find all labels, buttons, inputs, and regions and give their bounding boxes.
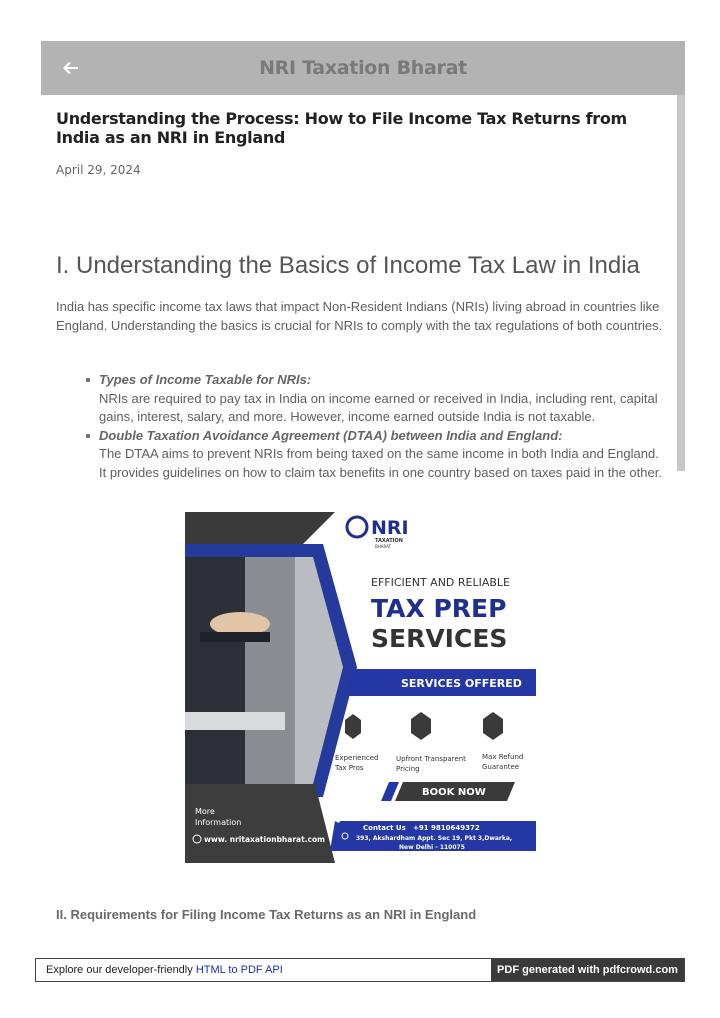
post-title: Understanding the Process: How to File Income Tax Returns from India as an NRI in England (56, 109, 627, 147)
ad-cta: BOOK NOW (422, 787, 486, 798)
service-label-3a: Max Refund (482, 753, 524, 761)
service-label-2b: Pricing (396, 765, 420, 773)
html-to-pdf-link[interactable]: HTML to PDF API (195, 964, 283, 976)
ad-more-2: Information (195, 818, 242, 827)
pdf-footer (35, 958, 685, 982)
ad-headline-2: SERVICES (371, 624, 508, 653)
app-bar (41, 41, 685, 95)
bullet-list (86, 371, 668, 482)
ad-address-1: 393, Akshardham Appt. Sec 19, Pkt 3,Dwarka, (356, 835, 513, 842)
app-title: NRI Taxation Bharat (259, 57, 467, 79)
ad-headline-1: TAX PREP (371, 594, 507, 623)
intro-paragraph: India has specific income tax laws that impact Non-Resident Indians (NRIs) living abroad in countries like England. Understanding the basics is crucial for NRIs to comply with the tax regulations of both countries. (56, 299, 663, 333)
ad-logo-main: NRI (371, 517, 409, 539)
service-label-1a: Experienced (335, 754, 379, 762)
ad-more-1: More (195, 807, 215, 816)
list-item (86, 371, 668, 427)
ad-banner-image[interactable] (185, 512, 536, 863)
list-item (86, 427, 668, 483)
ad-website: www. nritaxationbharat.com (204, 835, 325, 844)
section-heading-1: I. Understanding the Basics of Income Tax Law in India (56, 252, 640, 279)
ad-phone: +91 9810649372 (413, 824, 480, 832)
ad-logo-sub1: TAXATION (375, 538, 403, 544)
ad-services-label: SERVICES OFFERED (401, 677, 522, 690)
footer-badge[interactable]: PDF generated with pdfcrowd.com (491, 959, 684, 981)
arrow-left-icon (62, 59, 80, 77)
scrollbar[interactable] (677, 95, 685, 471)
ad-contact-label: Contact Us (363, 824, 406, 832)
service-label-1b: Tax Pros (335, 764, 364, 772)
footer-left (36, 959, 491, 981)
list-item-term: Types of Income Taxable for NRIs: (99, 372, 312, 387)
list-item-term: Double Taxation Avoidance Agreement (DTAA) between India and England: (99, 427, 563, 443)
footer-left-text: Explore our developer-friendly (46, 964, 196, 976)
service-label-2a: Upfront Transparent (396, 755, 466, 763)
service-label-3b: Guarantee (482, 763, 520, 771)
section-heading-2: II. Requirements for Filing Income Tax Returns as an NRI in England (56, 907, 477, 922)
list-item-text: NRIs are required to pay tax in India on income earned or received in India, including rent, capital gains, interest, salary, and more. However, income earned outside India is not taxable. (99, 390, 658, 424)
list-item-text: The DTAA aims to prevent NRIs from being taxed on the same income in both India and England. It provides guidelines on how to claim tax benefits in one country based on taxes paid in the other. (99, 446, 662, 480)
post-date: April 29, 2024 (56, 163, 141, 177)
ad-logo-sub2: BHARAT (375, 544, 391, 549)
back-button[interactable] (57, 54, 85, 82)
ad-tagline: EFFICIENT AND RELIABLE (371, 576, 511, 589)
ad-address-2: New Delhi - 110075 (399, 844, 465, 851)
ad-graphic (185, 512, 536, 863)
